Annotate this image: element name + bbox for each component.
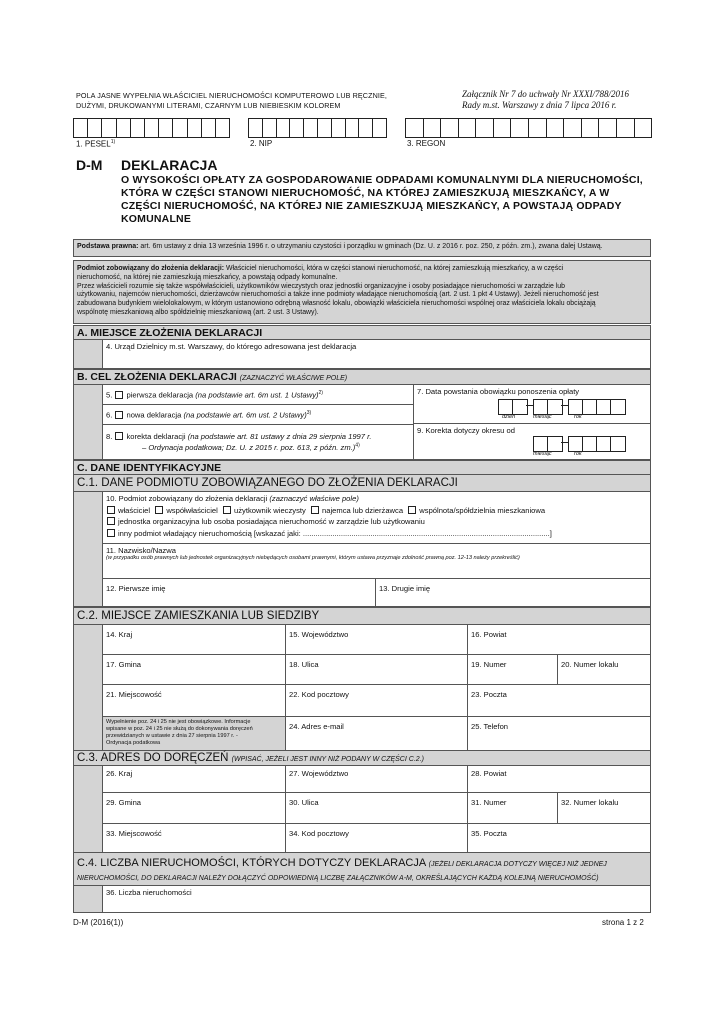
section-a-header: A. MIEJSCE ZŁOŻENIA DEKLARACJI bbox=[73, 325, 651, 340]
nip-input[interactable] bbox=[248, 118, 387, 138]
subject-line5: zabudowana budynkiem wielolokalowym, w którym ustanowiono odrębną własność lokalu, obowiązki właściciela nieruchomości wspólnej oraz właściciela lokalu obciążają bbox=[77, 300, 596, 308]
date-day-box[interactable] bbox=[498, 399, 528, 415]
day-caption: dzień bbox=[502, 414, 516, 420]
annex-line1: Załącznik Nr 7 do uchwały Nr XXXI/788/2016 bbox=[462, 89, 629, 99]
subject-line2: nieruchomość, na której nie zamieszkują mieszkańcy, a powstają odpady komunalne. bbox=[77, 273, 338, 281]
subject-line4: użytkowaniu, najemców nieruchomości, dzierżawców nieruchomości a także inne podmioty władające nieruchomością (art. 2 ust. 1 pkt 4 Ustawy). Jeżeli nieruchomość jest bbox=[77, 291, 599, 299]
section-c3-header: C.3. ADRES DO DORĘCZEŃ (WPISAĆ, JEŻELI JEST INNY NIŻ PODANY W CZĘŚCI C.2.) bbox=[73, 750, 651, 766]
subject-line6: wspólnotę mieszkaniową albo spółdzielnię mieszkaniową (art. 2 ust. 3 Ustawy). bbox=[77, 308, 319, 316]
legal-basis-text: art. 6m ustawy z dnia 13 września 1996 r. o utrzymaniu czystości i porządku w gminach (Dz. U. z 2016 r. poz. 250, z późn. zm.), zwana dalej Ustawą. bbox=[138, 243, 603, 250]
coowner-checkbox[interactable] bbox=[155, 506, 163, 514]
legal-basis bbox=[73, 239, 651, 257]
date-year-box[interactable] bbox=[568, 399, 626, 415]
number-field[interactable]: 19. Numer bbox=[467, 654, 558, 685]
delivery-post-office-field[interactable]: 35. Poczta bbox=[467, 823, 651, 853]
new-declaration-option[interactable]: 6. nowa deklaracja (na podstawie art. 6m ust. 2 Ustawy)$^{3)}$ bbox=[102, 404, 414, 425]
section-c2-header: C.2. MIEJSCE ZAMIESZKANIA LUB SIEDZIBY bbox=[73, 607, 651, 625]
date-month-box[interactable] bbox=[533, 399, 563, 415]
delivery-postal-code-field[interactable]: 34. Kod pocztowy bbox=[285, 823, 468, 853]
correction-option[interactable]: 8. korekta deklaracji (na podstawie art. 81 ustawy z dnia 29 sierpnia 1997 r. – Ordynacja podatkowa; Dz. U. z 2015 r. poz. 613, z późn. zm.)$^{4)}$ bbox=[102, 424, 414, 460]
section-b-header: B. CEL ZŁOŻENIA DEKLARACJI (ZAZNACZYĆ WŁAŚCIWE POLE) bbox=[73, 369, 651, 385]
nip-label: 2. NIP bbox=[250, 139, 273, 148]
regon-label: 3. REGON bbox=[407, 139, 446, 148]
tenant-checkbox[interactable] bbox=[311, 506, 319, 514]
delivery-apartment-field[interactable]: 32. Numer lokalu bbox=[557, 792, 651, 824]
second-name-field[interactable]: 13. Drugie imię bbox=[375, 578, 651, 607]
county-field[interactable]: 16. Powiat bbox=[467, 624, 651, 655]
delivery-street-field[interactable]: 30. Ulica bbox=[285, 792, 468, 824]
form-code: D-M bbox=[76, 157, 103, 173]
subject-line3: Przez właścicieli rozumie się także współwłaścicieli, użytkowników wieczystych oraz jednostki organizacyjne i osoby posiadające nieruchomości w zarządzie lub bbox=[77, 282, 565, 290]
subtitle-line1: O WYSOKOŚCI OPŁATY ZA GOSPODAROWANIE ODPADAMI KOMUNALNYMI DLA NIERUCHOMOŚCI, bbox=[121, 174, 643, 186]
obligated-subject bbox=[73, 260, 651, 324]
instructions bbox=[76, 91, 406, 110]
correction-checkbox[interactable] bbox=[115, 432, 123, 440]
section-c-header: C. DANE IDENTYFIKACYJNE bbox=[73, 460, 651, 475]
contact-note: Wypełnienie poz. 24 i 25 nie jest obowiązkowe. Informacje wpisane w poz. 24 i 25 nie służą do dokonywania doręczeń przewidzianych w ustawie z dnia 27 sierpnia 1997 r. - Ordynacja podatkowa bbox=[102, 716, 286, 751]
annex-note bbox=[462, 89, 662, 111]
period-month-box[interactable] bbox=[533, 436, 563, 452]
footer-code: D-M (2016(1)) bbox=[73, 918, 124, 927]
legal-basis-label: Podstawa prawna: bbox=[77, 243, 139, 250]
pesel-input[interactable] bbox=[73, 118, 230, 138]
subtitle-line3: CZĘŚCI NIERUCHOMOŚĆ, NA KTÓREJ NIE ZAMIESZKUJĄ MIESZKAŃCY, A POWSTAJĄ ODPADY bbox=[121, 200, 622, 212]
commune-field[interactable]: 17. Gmina bbox=[102, 654, 286, 685]
year-caption: rok bbox=[574, 414, 582, 420]
subtitle-line2: KTÓRA W CZĘŚCI STANOWI NIERUCHOMOŚĆ, NA KTÓREJ ZAMIESZKUJĄ MIESZKAŃCY, A W bbox=[121, 187, 610, 199]
subtitle-line4: KOMUNALNE bbox=[121, 213, 192, 225]
email-field[interactable]: 24. Adres e-mail bbox=[285, 716, 468, 751]
surname-field[interactable]: 11. Nazwisko/Nazwa (w przypadku osób prawnych lub jednostek organizacyjnych niebędących osobami prawnymi, którym ustawa przyznaje zdolność prawną poz. 12-13 należy przekreślić) bbox=[102, 543, 651, 579]
regon-input[interactable] bbox=[405, 118, 652, 138]
form-title: DEKLARACJA bbox=[121, 157, 218, 173]
section-c3-gutter bbox=[73, 765, 103, 853]
period-year-caption: rok bbox=[574, 451, 582, 457]
post-office-field[interactable]: 23. Poczta bbox=[467, 684, 651, 717]
period-month-caption: miesiąc bbox=[533, 451, 552, 457]
delivery-number-field[interactable]: 31. Numer bbox=[467, 792, 558, 824]
district-office-field[interactable]: 4. Urząd Dzielnicy m.st. Warszawy, do którego adresowana jest deklaracja bbox=[102, 339, 651, 369]
section-c4-gutter bbox=[73, 885, 103, 913]
obligation-date-field[interactable]: 7. Data powstania obowiązku ponoszenia opłaty dzień miesiąc rok bbox=[413, 384, 651, 424]
phone-field[interactable]: 25. Telefon bbox=[467, 716, 651, 751]
locality-field[interactable]: 21. Miejscowość bbox=[102, 684, 286, 717]
delivery-locality-field[interactable]: 33. Miejscowość bbox=[102, 823, 286, 853]
delivery-country-field[interactable]: 26. Kraj bbox=[102, 765, 286, 793]
subject-type-field[interactable]: 10. Podmiot zobowiązany do złożenia deklaracji (zaznaczyć właściwe pole) właściciel współwłaściciel użytkownik wieczysty najemca lub dzierżawca wspólnota/spółdzielnia mieszkaniowa jednostka organizacyjna lub osoba posiadająca nieruchomość w zarządzie lub użytkowaniu inny podmiot władający nieruchomością [wskazać jaki: .....................................................................................................................] bbox=[102, 491, 651, 544]
delivery-voivodeship-field[interactable]: 27. Województwo bbox=[285, 765, 468, 793]
period-year-box[interactable] bbox=[568, 436, 626, 452]
instruction-line2: DUŻYMI, DRUKOWANYMI LITERAMI, CZARNYM LUB NIEBIESKIM KOLOREM bbox=[76, 100, 341, 110]
section-a-gutter bbox=[73, 339, 103, 369]
delivery-county-field[interactable]: 28. Powiat bbox=[467, 765, 651, 793]
first-name-field[interactable]: 12. Pierwsze imię bbox=[102, 578, 376, 607]
section-c4-header: C.4. LICZBA NIERUCHOMOŚCI, KTÓRYCH DOTYCZY DEKLARACJA (JEŻELI DEKLARACJA DOTYCZY WIĘCEJ NIŻ JEDNEJ NIERUCHOMOŚCI, DO DEKLARACJI NALEŻY DOŁĄCZYĆ ODPOWIEDNIĄ LICZBĘ ZAŁĄCZNIKÓW A-M, OKREŚLAJĄCYCH KAŻDĄ KOLEJNĄ NIERUCHOMOŚĆ) bbox=[73, 852, 651, 886]
month-caption: miesiąc bbox=[533, 414, 552, 420]
first-declaration-checkbox[interactable] bbox=[115, 391, 123, 399]
section-c1-gutter bbox=[73, 491, 103, 607]
subject-label: Podmiot zobowiązany do złożenia deklaracji: bbox=[77, 265, 225, 272]
form-subtitle bbox=[121, 174, 661, 226]
postal-code-field[interactable]: 22. Kod pocztowy bbox=[285, 684, 468, 717]
section-c1-header: C.1. DANE PODMIOTU ZOBOWIĄZANEGO DO ZŁOŻENIA DEKLARACJI bbox=[73, 474, 651, 492]
apartment-field[interactable]: 20. Numer lokalu bbox=[557, 654, 651, 685]
subject-line1: Właściciel nieruchomości, która w części stanowi nieruchomość, na której zamieszkują mieszkańcy, a w części bbox=[224, 265, 564, 272]
correction-period-field[interactable]: 9. Korekta dotyczy okresu od miesiąc rok bbox=[413, 423, 651, 460]
cooperative-checkbox[interactable] bbox=[408, 506, 416, 514]
new-declaration-checkbox[interactable] bbox=[115, 411, 123, 419]
section-c2-gutter bbox=[73, 624, 103, 751]
section-b-gutter bbox=[73, 384, 103, 460]
pesel-label: 1. PESEL$^{1)}$ bbox=[76, 139, 116, 149]
delivery-commune-field[interactable]: 29. Gmina bbox=[102, 792, 286, 824]
property-count-field[interactable]: 36. Liczba nieruchomości bbox=[102, 885, 651, 913]
annex-line2: Rady m.st. Warszawy z dnia 7 lipca 2016 r. bbox=[462, 100, 617, 110]
perpetual-user-checkbox[interactable] bbox=[223, 506, 231, 514]
first-declaration-option[interactable]: 5. pierwsza deklaracja (na podstawie art. 6m ust. 1 Ustawy)$^{2)}$ bbox=[102, 384, 414, 405]
other-subject-checkbox[interactable] bbox=[107, 529, 115, 537]
page-number: strona 1 z 2 bbox=[602, 918, 644, 927]
street-field[interactable]: 18. Ulica bbox=[285, 654, 468, 685]
voivodeship-field[interactable]: 15. Województwo bbox=[285, 624, 468, 655]
organization-checkbox[interactable] bbox=[107, 517, 115, 525]
instruction-line1: POLA JASNE WYPEŁNIA WŁAŚCICIEL NIERUCHOMOŚCI KOMPUTEROWO LUB RĘCZNIE, bbox=[76, 91, 387, 100]
owner-checkbox[interactable] bbox=[107, 506, 115, 514]
country-field[interactable]: 14. Kraj bbox=[102, 624, 286, 655]
